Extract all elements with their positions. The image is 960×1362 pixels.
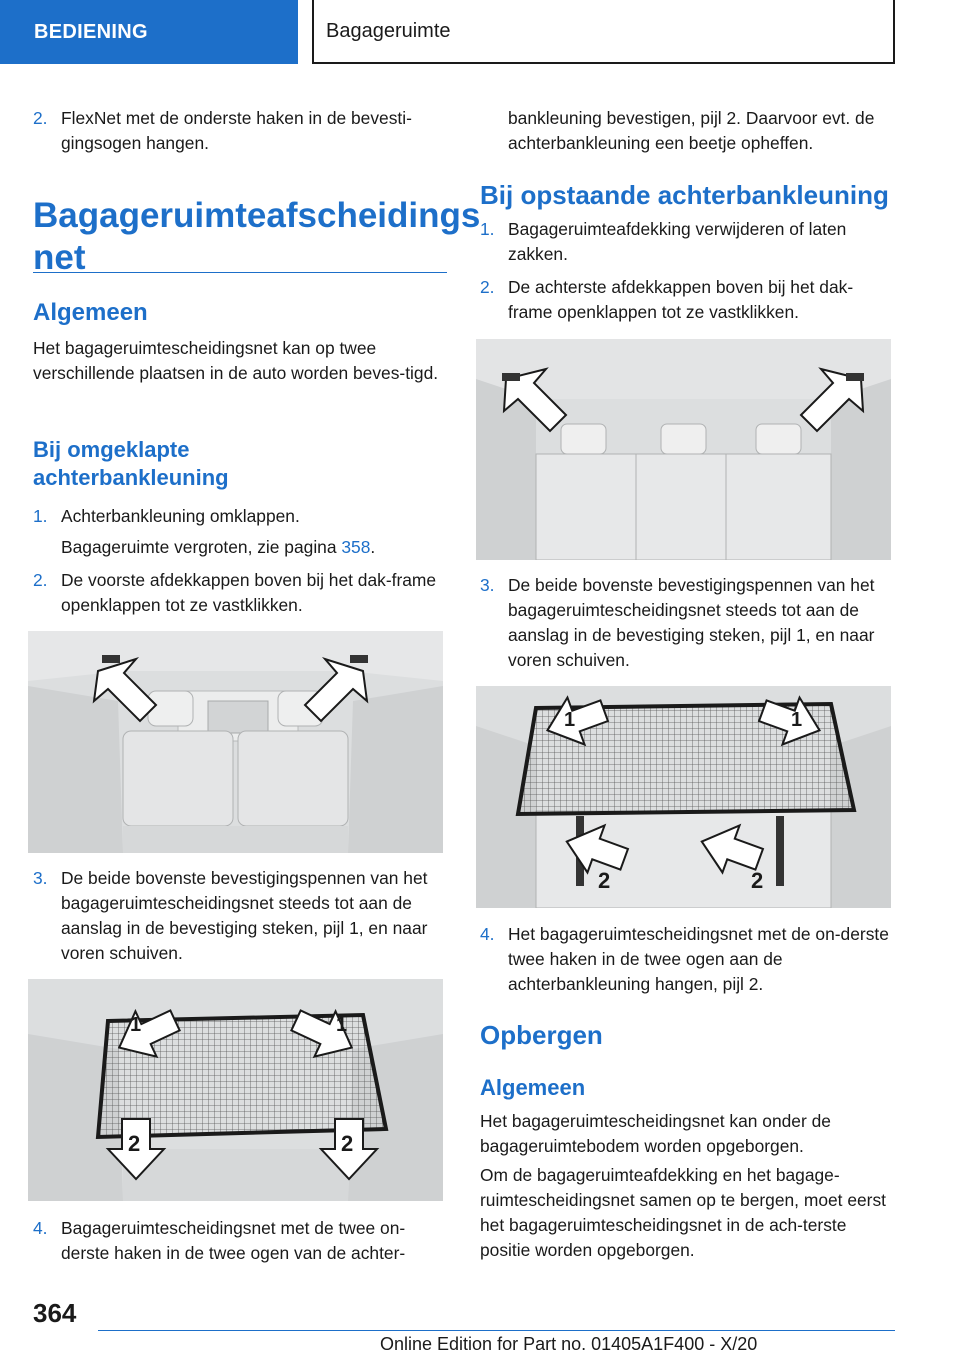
paragraph: Het bagageruimtescheidingsnet kan onder de bagageruimtebodem worden opgeborgen. xyxy=(480,1111,831,1156)
list-item xyxy=(33,866,447,966)
list-number: 2. xyxy=(33,108,48,128)
footer-rule xyxy=(98,1330,895,1331)
list-text: Achterbankleuning omklappen. xyxy=(61,506,300,526)
subheading-algemeen: Algemeen xyxy=(480,1075,586,1100)
chapter-title-box xyxy=(312,0,895,64)
list-number: 2. xyxy=(33,570,48,590)
chapter-title: Bagageruimte xyxy=(326,19,451,42)
list-item xyxy=(33,568,447,618)
figure-cargo-upright-seats xyxy=(476,339,891,560)
list-number: 4. xyxy=(33,1218,48,1238)
heading-rule xyxy=(33,272,447,273)
figure-label: 2 xyxy=(341,1131,354,1156)
list-text: Bagageruimtescheidingsnet met de twee on-derste haken in de twee ogen van de achter- xyxy=(61,1218,406,1263)
subheading-algemeen: Algemeen xyxy=(33,299,148,326)
list-number: 1. xyxy=(480,219,495,239)
edition-text: Online Edition for Part no. 01405A1F400 - X/20 xyxy=(380,1334,758,1354)
list-item xyxy=(33,504,447,529)
figure-label: 1 xyxy=(130,1014,142,1036)
list-subtext xyxy=(33,535,447,560)
figure-net-installed-folded xyxy=(28,979,443,1201)
section-heading xyxy=(33,195,481,279)
list-number: 3. xyxy=(480,575,495,595)
subtext: Bagageruimte vergroten, zie pagina xyxy=(61,537,342,557)
list-item xyxy=(33,106,447,156)
paragraph: Het bagageruimtescheidingsnet kan op twee verschillende plaatsen in de auto worden beves-tigd. xyxy=(33,338,439,383)
list-text: De voorste afdekkappen boven bij het dak-frame openklappen tot ze vastklikken. xyxy=(61,570,437,615)
list-number: 2. xyxy=(480,277,495,297)
list-text: FlexNet met de onderste haken in de bevesti-gingsogen hangen. xyxy=(61,108,412,153)
list-number: 1. xyxy=(33,506,48,526)
subheading-line2: achterbankleuning xyxy=(33,465,229,490)
list-item xyxy=(33,1216,447,1266)
figure-label: 2 xyxy=(751,868,764,893)
paragraph: Om de bagageruimteafdekking en het bagage-ruimtescheidingsnet samen op te bergen, moet eerst het bagageruimtescheidingsnet in de ach-terste positie worden opgeborgen. xyxy=(480,1165,887,1260)
figure-label: 1 xyxy=(564,709,576,731)
list-text: Bagageruimteafdekking verwijderen of laten zakken. xyxy=(508,219,847,264)
list-text: De achterste afdekkappen boven bij het dak-frame openklappen tot ze vastklikken. xyxy=(508,277,854,322)
list-text: De beide bovenste bevestigingspennen van het bagageruimtescheidingsnet steeds tot aan de aanslag in de bevestiging steken, pijl 1, en naar voren schuiven. xyxy=(508,575,875,670)
subheading-opbergen: Opbergen xyxy=(480,1020,603,1050)
figure-cargo-folded-seats xyxy=(28,631,443,853)
list-item xyxy=(480,275,892,325)
section-tab xyxy=(0,0,298,64)
figure-label: 2 xyxy=(598,868,611,893)
list-item xyxy=(480,573,892,673)
figure-net-installed-upright xyxy=(476,686,891,908)
subtext-end: . xyxy=(370,537,376,557)
page-number: 364 xyxy=(33,1298,77,1328)
section-label: BEDIENING xyxy=(34,20,148,43)
list-item xyxy=(480,217,892,267)
list-number: 4. xyxy=(480,924,495,944)
section-heading-line2: net xyxy=(33,238,86,277)
list-text: Het bagageruimtescheidingsnet met de on-derste twee haken in de twee ogen aan de achterbankleuning hangen, pijl 2. xyxy=(508,924,889,994)
paragraph-continued: bankleuning bevestigen, pijl 2. Daarvoor evt. de achterbankleuning een beetje opheffen. xyxy=(508,108,875,153)
list-text: De beide bovenste bevestigingspennen van het bagageruimtescheidingsnet steeds tot aan de aanslag in de bevestiging steken, pijl 1, en naar voren schuiven. xyxy=(61,868,428,963)
list-item xyxy=(480,922,892,997)
figure-label: 2 xyxy=(128,1131,141,1156)
subheading-line1: Bij omgeklapte xyxy=(33,437,190,462)
subheading-opstaande: Bij opstaande achterbankleuning xyxy=(480,180,889,210)
list-number: 3. xyxy=(33,868,48,888)
figure-label: 1 xyxy=(336,1014,348,1036)
subheading-omgeklapte xyxy=(33,436,447,492)
section-heading-line1: Bagageruimteafscheidings xyxy=(33,196,481,235)
figure-label: 1 xyxy=(791,709,803,731)
page-link[interactable]: 358 xyxy=(341,537,371,557)
